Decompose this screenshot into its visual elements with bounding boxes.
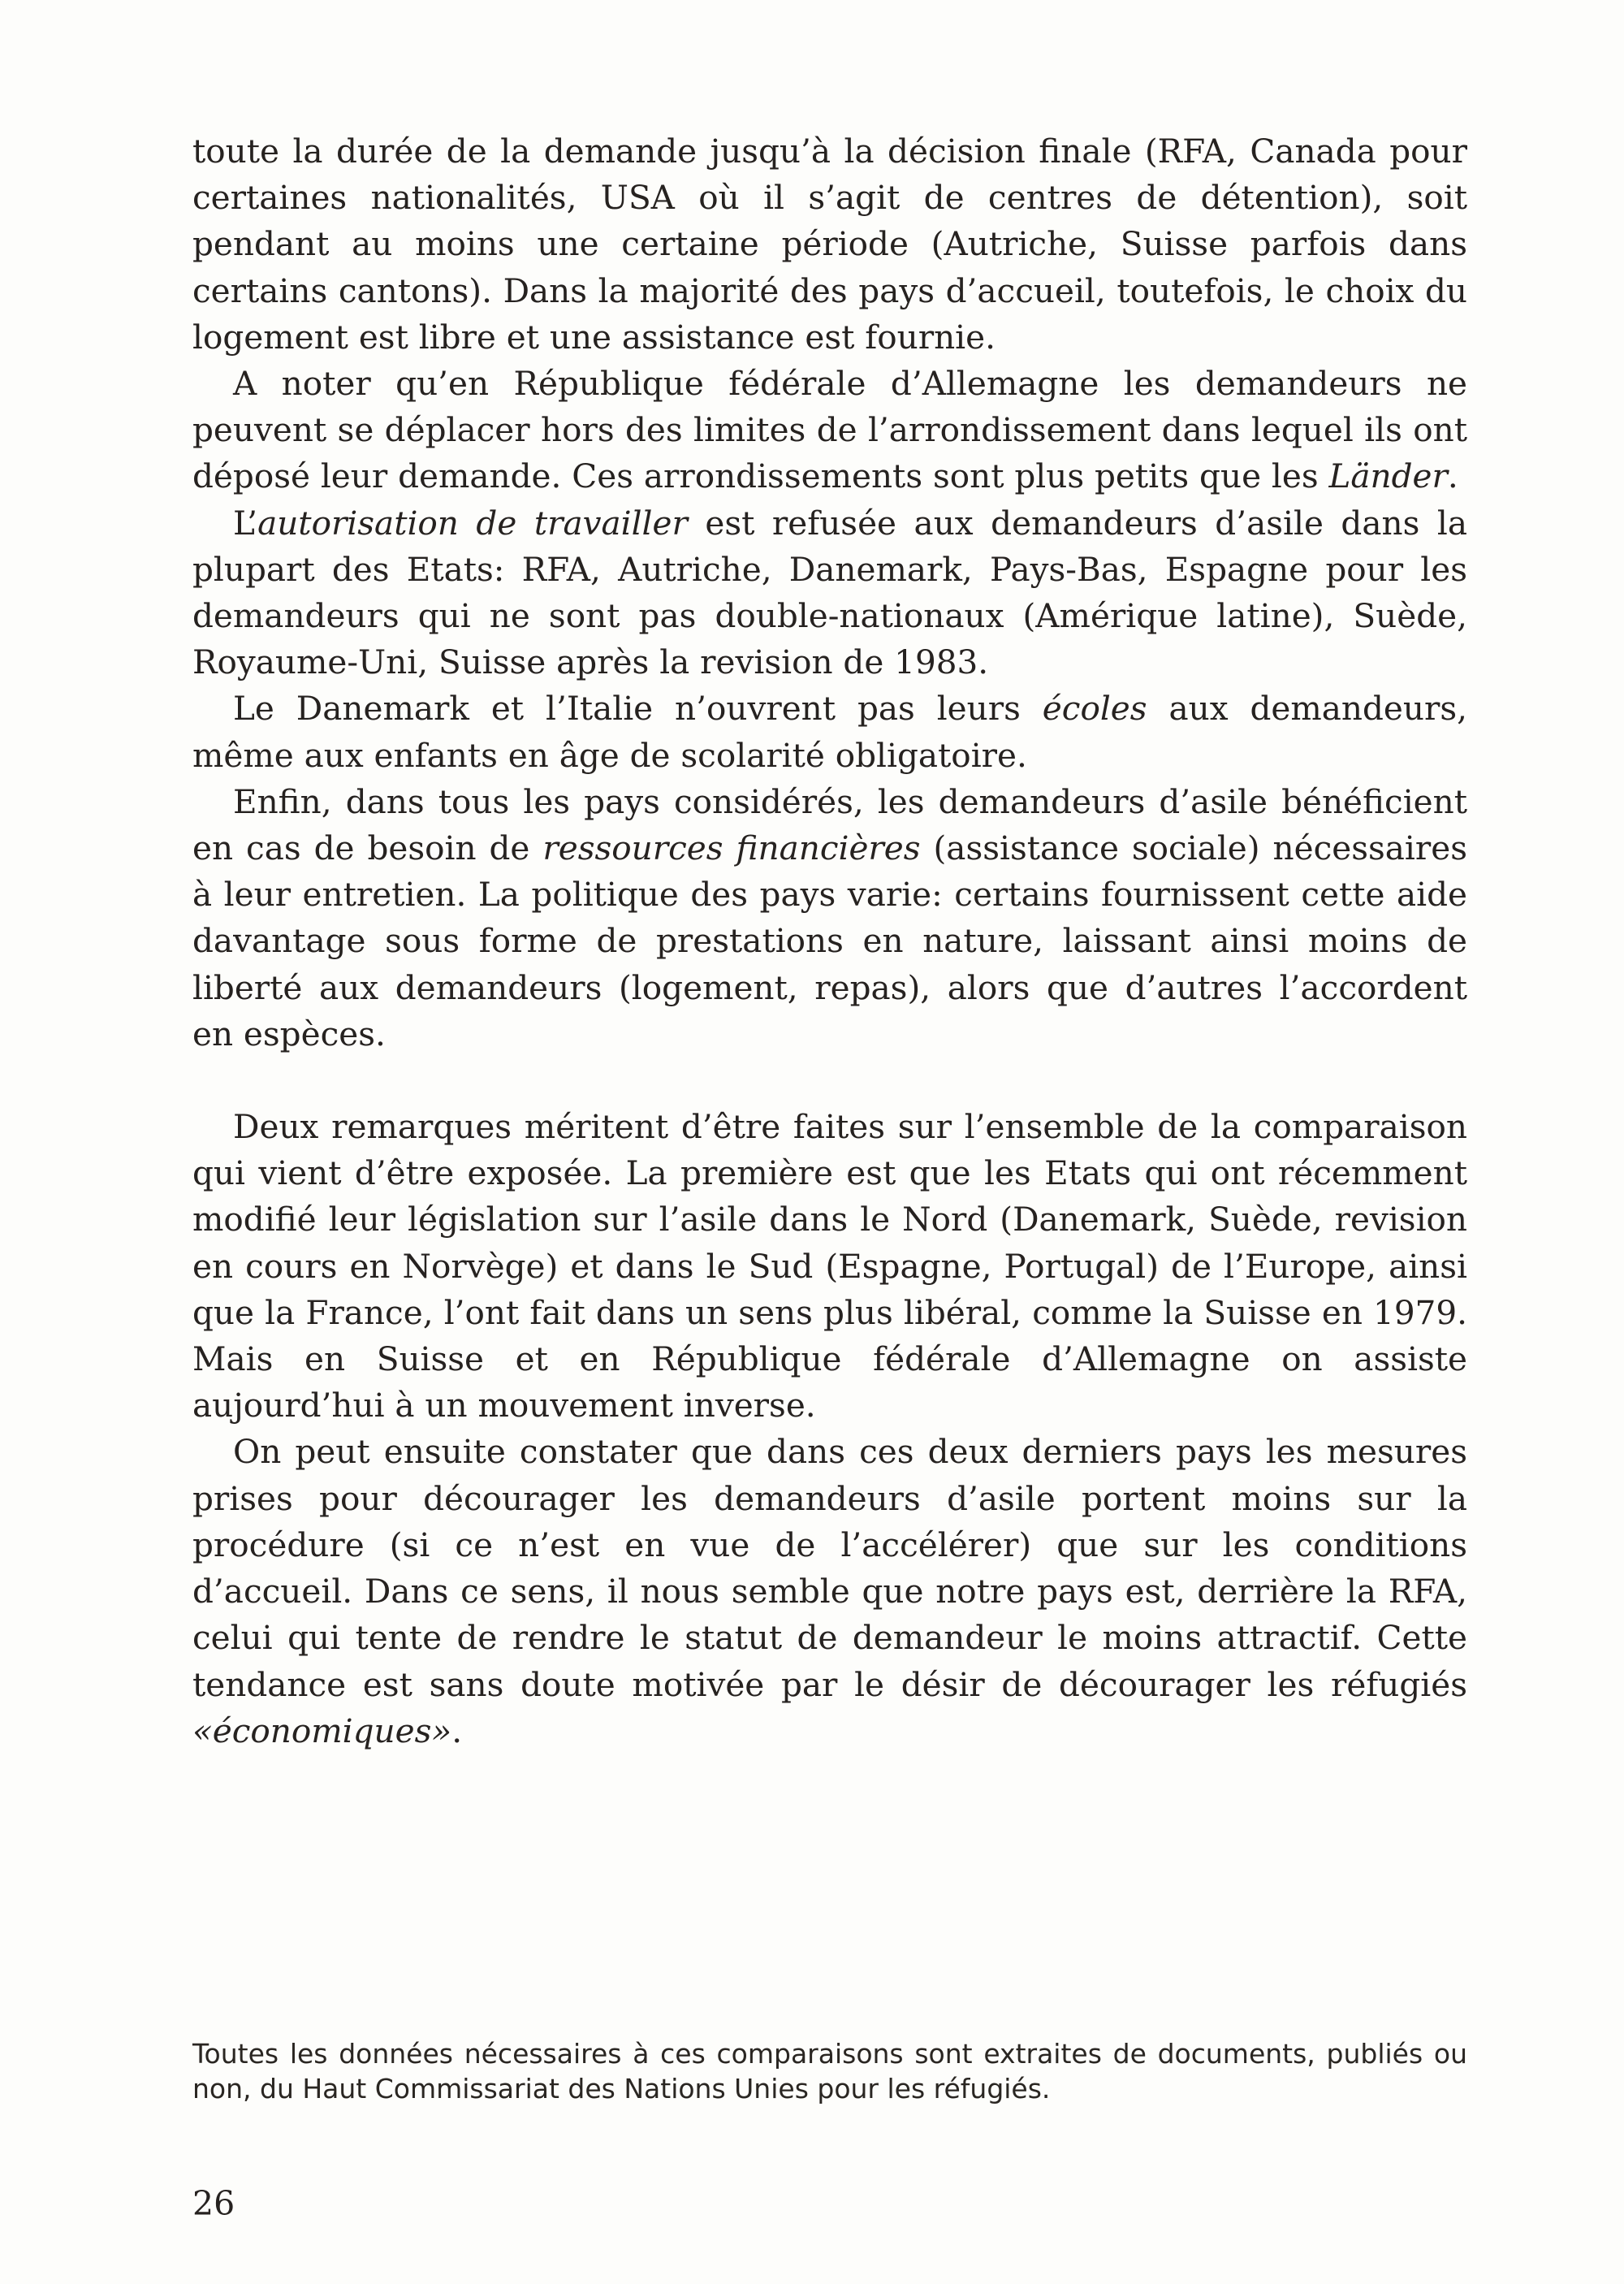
paragraph-text: (assistance sociale) nécessaires à leur entretien. La politique des pays varie: certains fournissent cette aide davantage sous forme de prestations en nature, laissant ainsi moins de liberté aux demandeurs (logement, repas), alors que d’autres l’accordent en espèces.: [192, 828, 1467, 1053]
paragraph: [192, 361, 1467, 500]
paragraph-text: Enfin, dans tous les pays considérés, les demandeurs d’asile bénéficient en cas de besoin de: [192, 781, 1467, 868]
paragraph-text: L’: [233, 503, 258, 543]
paragraph-text: toute la durée de la demande jusqu’à la décision finale (RFA, Canada pour certaines nationalités, USA où il s’agit de centres de détention), soit pendant au moins une certaine période (Autriche, Suisse parfois dans certains cantons). Dans la majorité des pays d’accueil, toutefois, le choix du logement est libre et une assistance est fournie.: [192, 132, 1467, 357]
paragraph-text: Deux remarques méritent d’être faites sur l’ensemble de la comparaison qui vient d’être exposée. La première est que les Etats qui ont récemment modifié leur législation sur l’asile dans le Nord (Danemark, Suède, revision en cours en Norvège) et dans le Sud (Espagne, Portugal) de l’Europe, ainsi que la France, l’ont fait dans un sens plus libéral, comme la Suisse en 1979. Mais en Suisse et en République fédérale d’Allemagne on assiste aujourd’hui à un mouvement inverse.: [192, 1107, 1467, 1425]
italic-term: «économiques»: [192, 1711, 452, 1750]
paragraph-text: On peut ensuite constater que dans ces deux derniers pays les mesures prises pour décourager les demandeurs d’asile portent moins sur la procédure (si ce n’est en vue de l’accélérer) que sur les conditions d’accueil. Dans ce sens, il nous semble que notre pays est, derrière la RFA, celui qui tente de rendre le statut de demandeur le moins attractif. Cette tendance est sans doute motivée par le désir de décourager les réfugiés: [192, 1432, 1467, 1704]
paragraph-text: .: [1447, 456, 1458, 496]
paragraph: [192, 1429, 1467, 1754]
paragraph: [192, 686, 1467, 778]
paragraph-text: .: [451, 1711, 463, 1750]
body-text: [192, 128, 1467, 1754]
footnote-text: Toutes les données nécessaires à ces comparaisons sont extraites de documents, publiés ou non, du Haut Commissariat des Nations Unies pour les réfugiés.: [192, 2038, 1467, 2104]
page-number: 26: [192, 2184, 235, 2223]
paragraph-text: aux demandeurs, même aux enfants en âge de scolarité obligatoire.: [192, 689, 1467, 775]
italic-term: autorisation de travailler: [257, 503, 688, 543]
paragraph: [192, 1104, 1467, 1429]
paragraph: [192, 128, 1467, 361]
paragraph: [192, 500, 1467, 686]
italic-term: écoles: [1042, 689, 1147, 729]
paragraph-text: Le Danemark et l’Italie n’ouvrent pas leurs: [233, 689, 1043, 729]
italic-term: ressources financières: [542, 828, 921, 868]
paragraph-text: est refusée aux demandeurs d’asile dans la plupart des Etats: RFA, Autriche, Danemark, Pays-Bas, Espagne pour les demandeurs qui ne sont pas double-nationaux (Amérique latine), Suède, Royaume-Uni, Suisse après la revision de 1983.: [192, 503, 1467, 682]
paragraph: [192, 779, 1467, 1058]
italic-term: Länder: [1328, 456, 1448, 496]
paragraph-text: A noter qu’en République fédérale d’Allemagne les demandeurs ne peuvent se déplacer hors des limites de l’arrondissement dans lequel ils ont déposé leur demande. Ces arrondissements sont plus petits que les: [192, 364, 1467, 496]
footnote: [192, 2037, 1467, 2106]
